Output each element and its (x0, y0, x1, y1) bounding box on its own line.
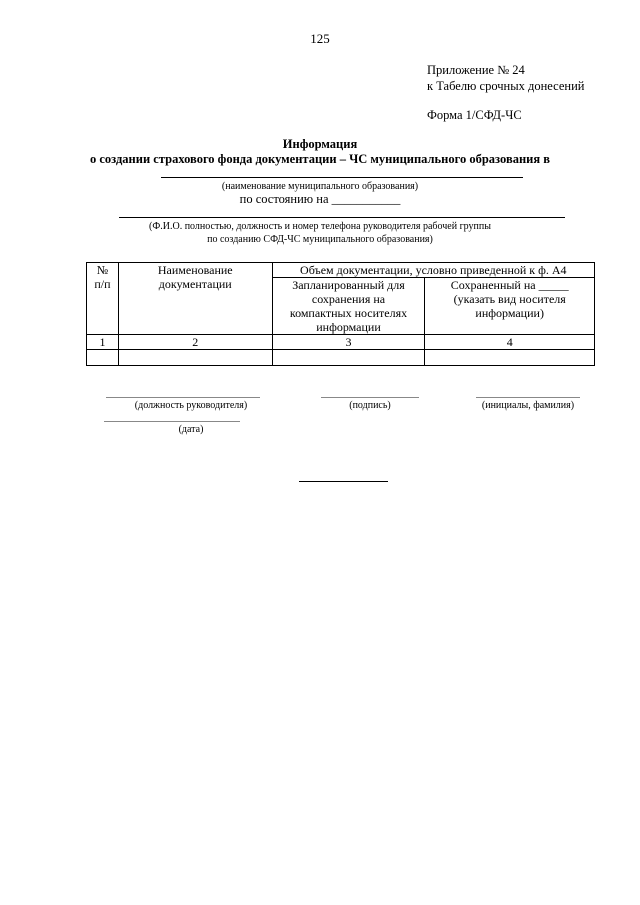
date-line (104, 421, 240, 422)
table-cell (118, 350, 272, 366)
header-volume: Объем документации, условно приведенной к ф. А4 (272, 263, 594, 278)
signature-caption: (подпись) (349, 400, 391, 411)
responsible-line (119, 217, 565, 218)
document-title: Информация (282, 137, 358, 151)
document-subtitle: о создании страхового фонда документации – ЧС муниципального образования в (90, 152, 550, 166)
table-cell (272, 350, 425, 366)
header-document-name: Наименование документации (118, 263, 272, 335)
table-cell: 1 (87, 335, 119, 350)
header-saved: Сохраненный на _____ (указать вид носителя информации) (425, 278, 595, 335)
municipality-line (161, 177, 523, 178)
as-of-date: по состоянию на ___________ (239, 192, 401, 206)
table-cell (87, 350, 119, 366)
appendix-number: Приложение № 24 (427, 63, 525, 77)
empty-row (87, 350, 595, 366)
position-caption: (должность руководителя) (134, 400, 248, 411)
date-caption: (дата) (178, 424, 204, 435)
initials-signature-line (476, 397, 580, 398)
responsible-caption-line1: (Ф.И.О. полностью, должность и номер телефона руководителя рабочей группы (149, 221, 491, 232)
page-number: 125 (310, 31, 330, 46)
municipality-caption: (наименование муниципального образования) (221, 181, 419, 192)
responsible-caption-line2: по созданию СФД-ЧС муниципального образования) (207, 234, 433, 245)
header-number: № п/п (87, 263, 119, 335)
signature-line (321, 397, 419, 398)
appendix-reference: к Табелю срочных донесений (427, 79, 585, 93)
header-planned: Запланированный для сохранения на компактных носителях информации (272, 278, 425, 335)
table-cell: 3 (272, 335, 425, 350)
documentation-table (86, 262, 595, 366)
form-code: Форма 1/СФД-ЧС (427, 108, 522, 122)
numbering-row (87, 335, 595, 350)
initials-caption: (инициалы, фамилия) (481, 400, 575, 411)
table-cell: 2 (118, 335, 272, 350)
position-signature-line (106, 397, 260, 398)
end-separator (299, 481, 388, 482)
table-cell (425, 350, 595, 366)
table-cell: 4 (425, 335, 595, 350)
